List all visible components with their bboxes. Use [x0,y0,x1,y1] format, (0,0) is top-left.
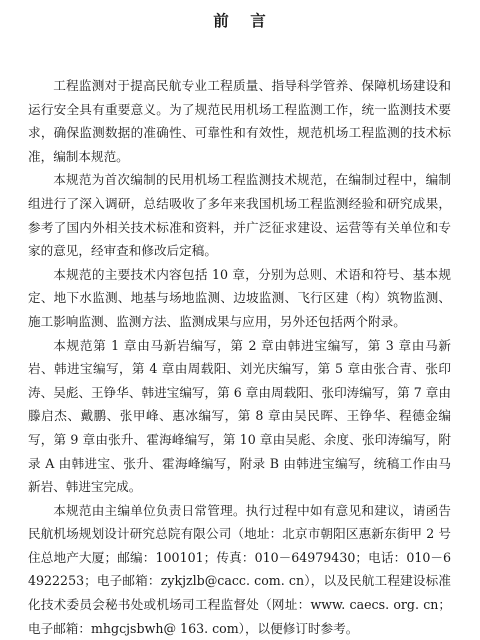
paragraph-authors: 本规范第 1 章由马新岩编写，第 2 章由韩进宝编写，第 3 章由马新岩、韩进宝编写，第 4 章由周载阳、刘光庆编写，第 5 章由张合青、张印涛、吴彪、王铮华、韩进宝编写，第 6 章由周载阳、张印涛编写，第 7 章由滕启杰、戴鹏、张甲峰、惠冰编写，第 8 章由吴民晖、王铮华、程德金编写，第 9 章由张升、霍海峰编写，第 10 章由吴彪、余度、张印涛编写，附录 A 由韩进宝、张升、霍海峰编写，附录 B 由韩进宝编写，统稿工作由马新岩、韩进宝完成。 [28,337,451,495]
paragraph-contact: 本规范由主编单位负责日常管理。执行过程中如有意见和建议，请函告民航机场规划设计研究总院有限公司（地址：北京市朝阳区惠新东街甲 2 号住总地产大厦；邮编：100101；传真：010－64979430；电话：010－64922253；电子邮箱：zykjzlb@cacc. com. cn），以及民航工程建设标准化技术委员会秘书处或机场司工程监督处（网址：www. caecs. org. cn；电子邮箱：mhgcjsbwh@ 163. com），以便修订时参考。 [28,502,451,636]
paragraph-compilation-process: 本规范为首次编制的民用机场工程监测技术规范，在编制过程中，编制组进行了深入调研，总结吸收了多年来我国机场工程监测经验和研究成果，参考了国内外相关技术标准和资料，并广泛征求建设、运营等有关单位和专家的意见，经审查和修改后定稿。 [28,172,451,259]
paragraph-main-contents: 本规范的主要技术内容包括 10 章，分别为总则、术语和符号、基本规定、地下水监测、地基与场地监测、边坡监测、飞行区建（构）筑物监测、施工影响监测、监测方法、监测成果与应用，另外还包括两个附录。 [28,266,451,329]
page-title: 前 言 [213,12,274,30]
paragraph-purpose: 工程监测对于提高民航专业工程质量、指导科学管养、保障机场建设和运行安全具有重要意义。为了规范民用机场工程监测工作，统一监测技术要求，确保监测数据的准确性、可靠性和有效性，规范机场工程监测的技术标准，编制本规范。 [28,78,451,164]
document-body [28,74,451,640]
